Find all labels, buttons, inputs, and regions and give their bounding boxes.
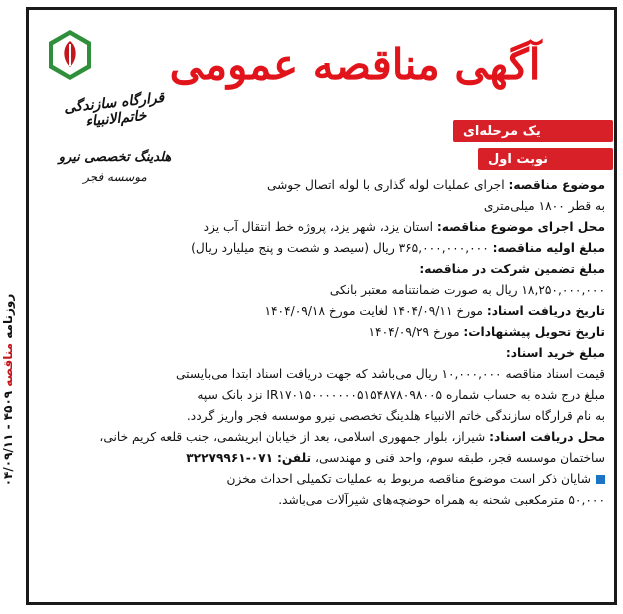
iran-emblem-icon <box>45 28 95 82</box>
purchase-line-3: به نام قرارگاه سازندگی خاتم الانبیاء هلدینگ تخصصی نیرو موسسه فجر واریز گردد. <box>186 409 605 423</box>
receive-docs-label: تاریخ دریافت اسناد: <box>486 304 605 318</box>
stage-badge: یک مرحله‌ای <box>453 120 613 142</box>
notice-body <box>40 175 605 511</box>
location-value: استان یزد، شهر یزد، پروژه خط انتقال آب یزد <box>203 220 434 234</box>
address-line-2 <box>40 448 605 469</box>
paper-name: مناقصه <box>1 342 15 387</box>
subject-label: موضوع مناقصه: <box>508 178 605 192</box>
signature-holding: هلدینگ تخصصی نیرو <box>58 150 172 165</box>
note-line-2: ۵۰,۰۰۰ مترمکعبی شحنه به همراه حوضچه‌های شیرآلات می‌باشد. <box>278 493 605 507</box>
publication-name: روزنامه <box>1 293 15 339</box>
side-publication-label <box>1 180 23 600</box>
subject-line <box>40 175 605 196</box>
guarantee-value: ۱۸,۲۵۰,۰۰۰,۰۰۰ ریال به صورت ضمانتنامه معتبر بانکی <box>329 283 605 297</box>
purchase-line-2: مبلغ درج شده به حساب شماره IR۱۷۰۱۵۰۰۰۰۰۰۰۵۱۵۴۸۷۸۰۹۸۰۰۵ نزد بانک سپه <box>197 388 605 402</box>
phone-value: ۰۷۱-۳۲۲۷۹۹۶۱ <box>186 451 274 465</box>
address-line <box>40 427 605 448</box>
address-label: محل دریافت اسناد: <box>489 430 605 444</box>
bullet-square-icon <box>596 475 605 484</box>
purchase-label: مبلغ خرید اسناد: <box>505 346 605 360</box>
signature-organization: قرارگاه سازندگی خاتم‌الانبیاء <box>63 89 165 131</box>
phone-label: تلفن: <box>276 451 312 465</box>
guarantee-label: مبلغ تضمین شرکت در مناقصه: <box>419 262 605 276</box>
issue-number: ۴۵۰۹ - ۰۴/۰۹/۱۱ <box>1 390 15 487</box>
note-line-1 <box>40 469 605 490</box>
deliver-label: تاریخ تحویل پیشنهادات: <box>463 325 605 339</box>
subject-value: اجرای عملیات لوله گذاری با لوله اتصال جوشی <box>266 178 505 192</box>
initial-amount-label: مبلغ اولیه مناقصه: <box>492 241 605 255</box>
location-label: محل اجرای موضوع مناقصه: <box>436 220 605 234</box>
subject-continuation: به قطر ۱۸۰۰ میلی‌متری <box>483 199 605 213</box>
location-line <box>40 217 605 238</box>
initial-amount-value: ۳۶۵,۰۰۰,۰۰۰,۰۰۰ ریال (سیصد و شصت و پنج میلیارد ریال) <box>191 241 489 255</box>
deliver-line <box>40 322 605 343</box>
deliver-value: مورخ ۱۴۰۴/۰۹/۲۹ <box>368 325 460 339</box>
address-value: شیراز، بلوار جمهوری اسلامی، بعد از خیابان ابریشمی، جنب قلعه کریم خانی، <box>99 430 486 444</box>
notice-title: آگهی مناقصه عمومی <box>169 40 541 89</box>
address-value-2: ساختمان موسسه فجر، طبقه سوم، واحد فنی و مهندسی، <box>315 451 605 465</box>
receive-docs-value: مورخ ۱۴۰۴/۰۹/۱۱ لغایت مورخ ۱۴۰۴/۰۹/۱۸ <box>264 304 483 318</box>
round-badge: نوبت اول <box>478 148 613 170</box>
note-text-1: شایان ذکر است موضوع مناقصه مربوط به عملیات تکمیلی احداث مخزن <box>226 472 591 486</box>
signature-institute: موسسه فجر <box>83 170 147 184</box>
receive-docs-line <box>40 301 605 322</box>
initial-amount-line <box>40 238 605 259</box>
purchase-line-1: قیمت اسناد مناقصه ۱۰,۰۰۰,۰۰۰ ریال می‌باشد که جهت دریافت اسناد ابتدا می‌بایستی <box>176 367 605 381</box>
